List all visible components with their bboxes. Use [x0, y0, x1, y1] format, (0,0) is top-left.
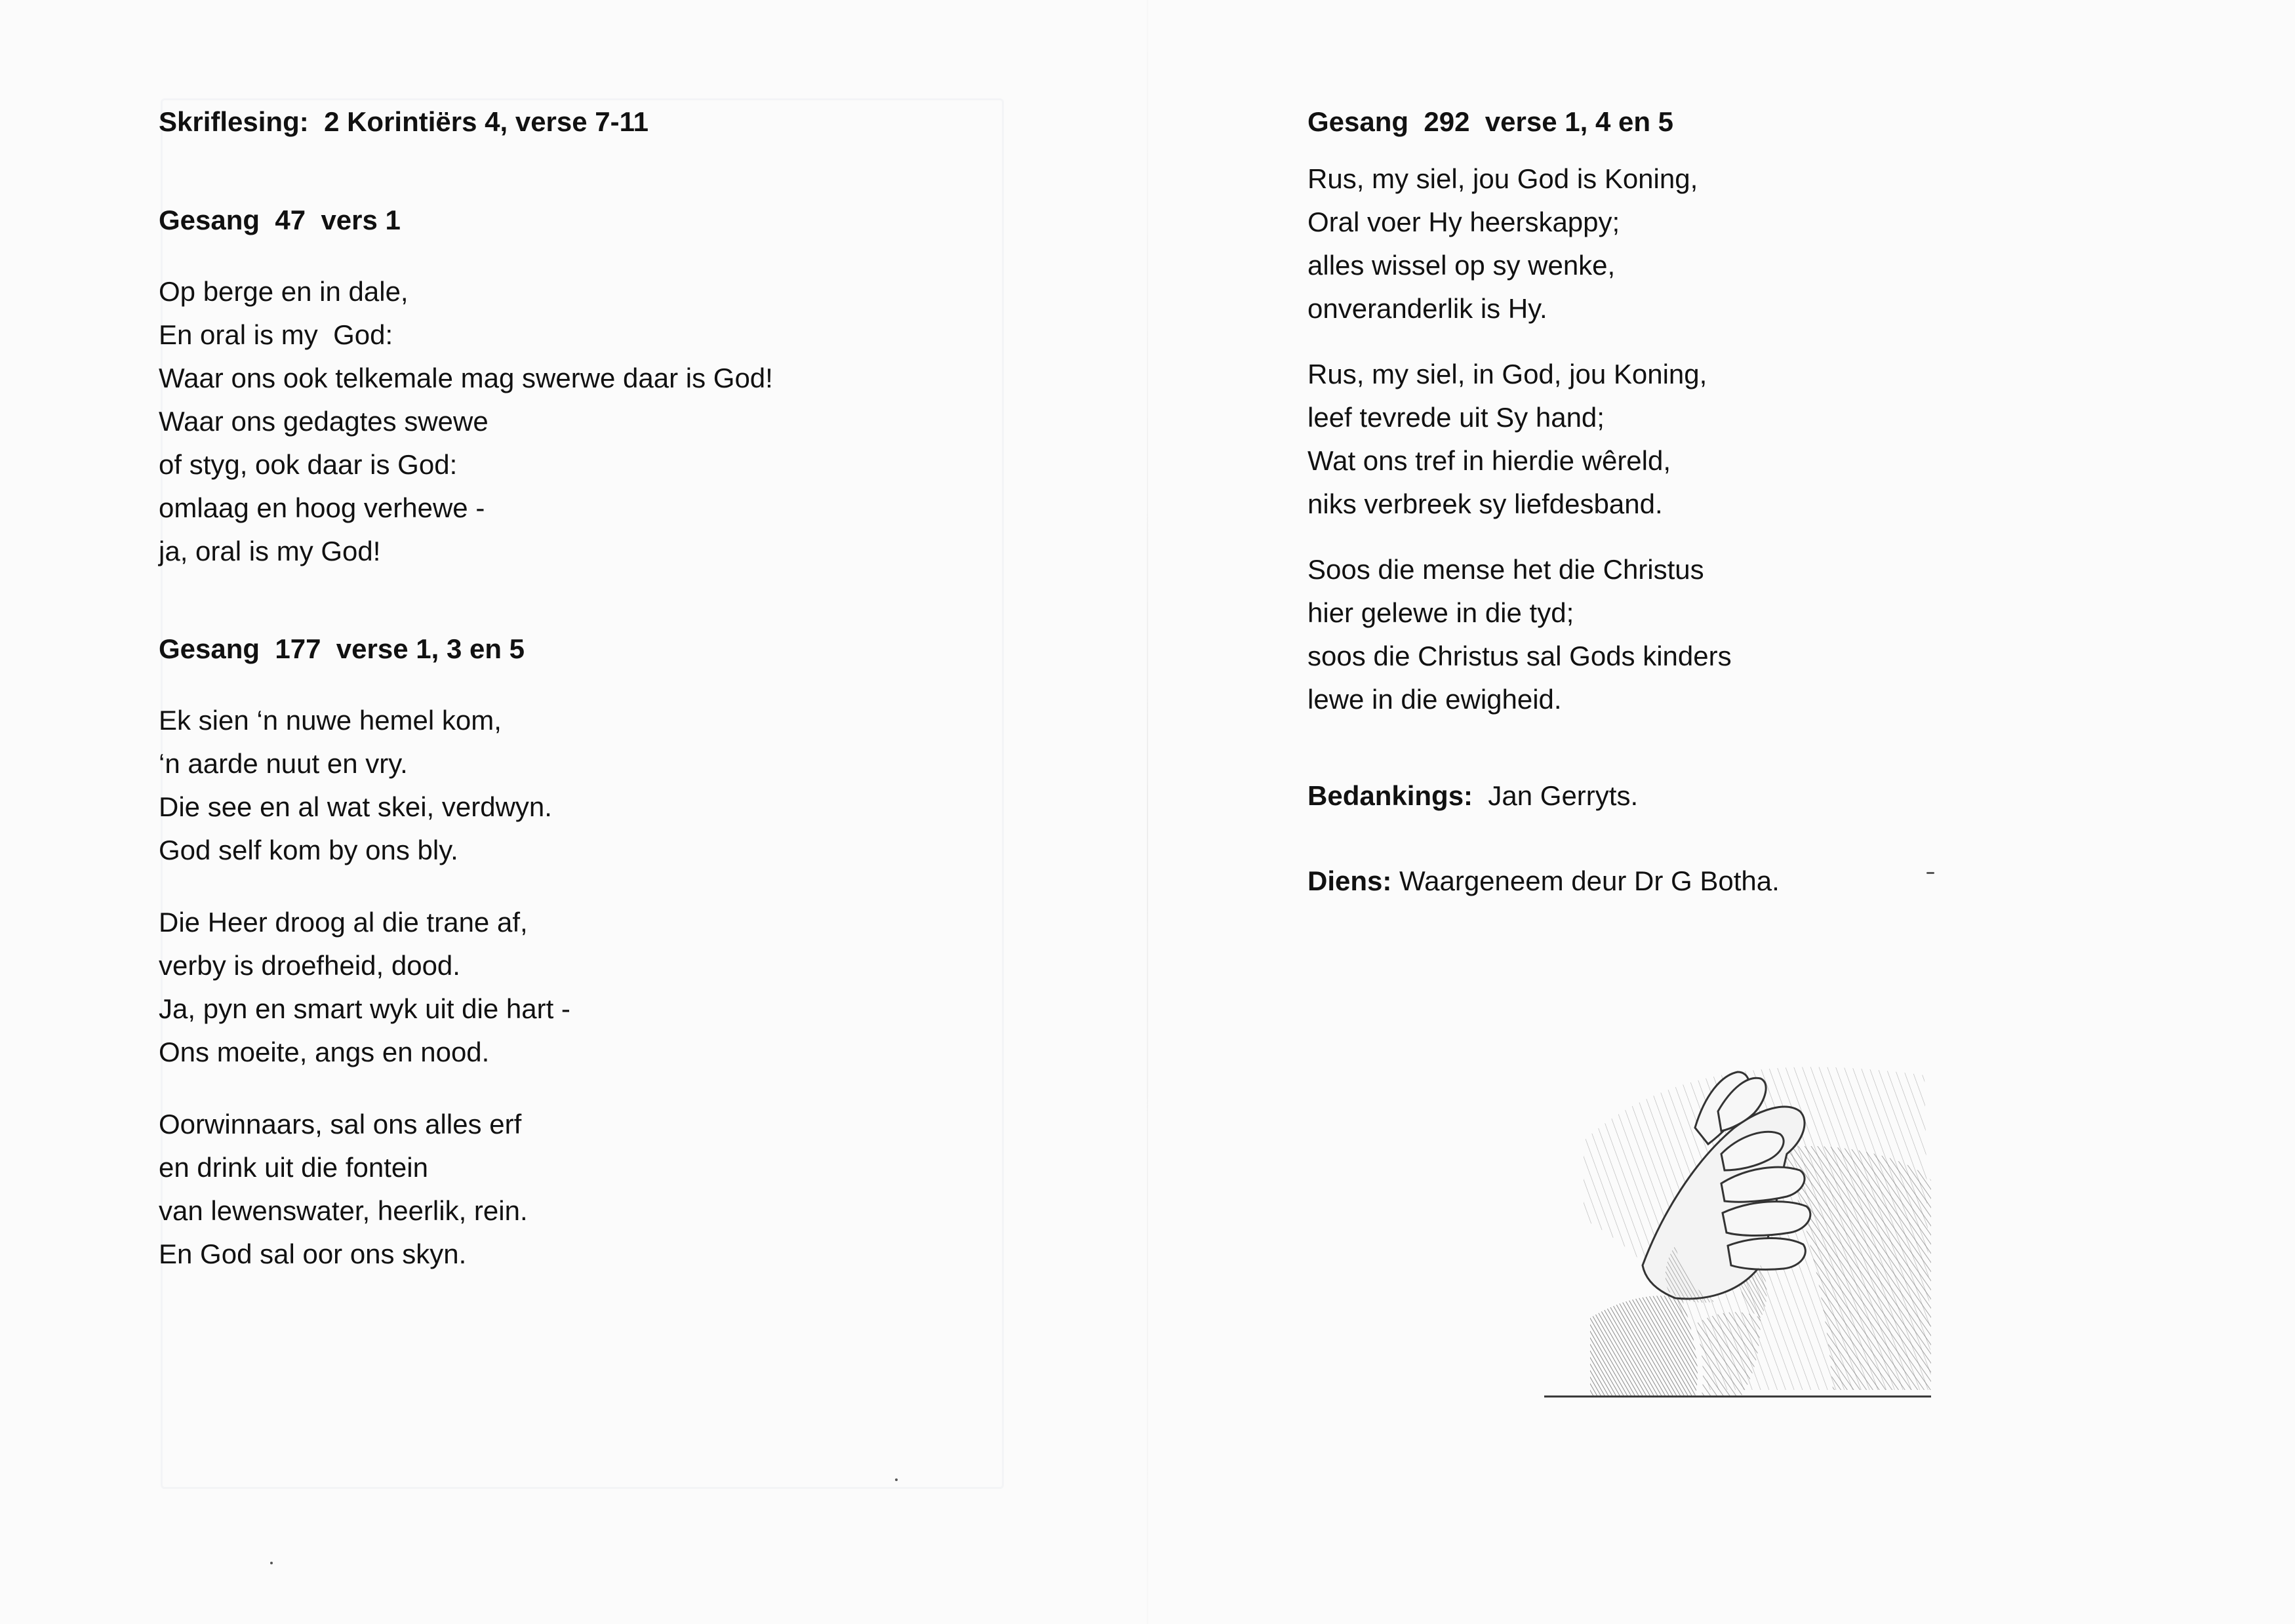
hymn-292-stanza-3	[1307, 548, 2094, 721]
stanza-line: Ons moeite, angs en nood.	[159, 1037, 490, 1067]
reading-label: Skriflesing:	[159, 106, 309, 137]
stanza-line: En God sal oor ons skyn.	[159, 1238, 467, 1269]
stanza-line: Op berge en in dale,	[159, 276, 409, 307]
stanza-line: en drink uit die fontein	[159, 1152, 428, 1183]
stanza-line: niks verbreek sy liefdesband.	[1307, 488, 1663, 519]
stanza-line: soos die Christus sal Gods kinders	[1307, 641, 1732, 671]
scan-speck	[895, 1478, 898, 1481]
stanza-line: Die Heer droog al die trane af,	[159, 907, 528, 938]
stanza-line: God self kom by ons bly.	[159, 835, 458, 865]
hymn-292-stanza-2	[1307, 353, 2094, 526]
hymn-177-stanza-1	[159, 699, 1064, 872]
hymn-47-stanza-1	[159, 270, 1064, 573]
stanza-line: Oral voer Hy heerskappy;	[1307, 207, 1620, 237]
thanks-line	[1307, 779, 2094, 813]
praying-hands-icon	[1544, 1049, 1938, 1403]
stanza-line: of styg, ook daar is God:	[159, 449, 458, 480]
right-column	[1307, 105, 2094, 898]
hymn-177-stanza-2	[159, 901, 1064, 1074]
hymn-292-stanza-1	[1307, 157, 2094, 330]
stanza-line: onveranderlik is Hy.	[1307, 293, 1547, 324]
stanza-line: verby is droefheid, dood.	[159, 950, 460, 981]
stanza-line: Oorwinnaars, sal ons alles erf	[159, 1109, 522, 1139]
stanza-line: Waar ons ook telkemale mag swerwe daar is God!	[159, 363, 773, 393]
stanza-line: En oral is my God:	[159, 319, 393, 350]
stanza-line: lewe in die ewigheid.	[1307, 684, 1562, 715]
stanza-line: ja, oral is my God!	[159, 536, 381, 566]
hymn-47-title: Gesang 47 vers 1	[159, 205, 401, 235]
service-line	[1307, 864, 2094, 898]
hymn-177-title: Gesang 177 verse 1, 3 en 5	[159, 633, 525, 664]
service-label: Diens:	[1307, 865, 1392, 896]
reading-heading	[159, 105, 1064, 139]
reading-reference: 2 Korintiërs 4, verse 7-11	[324, 106, 649, 137]
hymn-292-title: Gesang 292 verse 1, 4 en 5	[1307, 106, 1674, 137]
thanks-value: Jan Gerryts.	[1488, 780, 1639, 811]
stanza-line: van lewenswater, heerlik, rein.	[159, 1195, 528, 1226]
scan-speck	[1926, 872, 1934, 874]
stanza-line: Die see en al wat skei, verdwyn.	[159, 791, 552, 822]
stanza-line: ‘n aarde nuut en vry.	[159, 748, 408, 779]
scan-speck	[270, 1562, 273, 1564]
stanza-line: alles wissel op sy wenke,	[1307, 250, 1616, 281]
stanza-line: Ja, pyn en smart wyk uit die hart -	[159, 993, 570, 1024]
stanza-line: hier gelewe in die tyd;	[1307, 597, 1574, 628]
stanza-line: Rus, my siel, jou God is Koning,	[1307, 163, 1698, 194]
stanza-line: Ek sien ‘n nuwe hemel kom,	[159, 705, 502, 736]
stanza-line: Wat ons tref in hierdie wêreld,	[1307, 445, 1671, 476]
thanks-label: Bedankings:	[1307, 780, 1473, 811]
service-value: Waargeneem deur Dr G Botha.	[1399, 865, 1780, 896]
stanza-line: Waar ons gedagtes swewe	[159, 406, 489, 437]
stanza-line: Soos die mense het die Christus	[1307, 554, 1704, 585]
stanza-line: Rus, my siel, in God, jou Koning,	[1307, 359, 1707, 389]
left-column	[159, 105, 1064, 1276]
stanza-line: omlaag en hoog verhewe -	[159, 492, 485, 523]
stanza-line: leef tevrede uit Sy hand;	[1307, 402, 1605, 433]
hymn-177-stanza-3	[159, 1103, 1064, 1276]
